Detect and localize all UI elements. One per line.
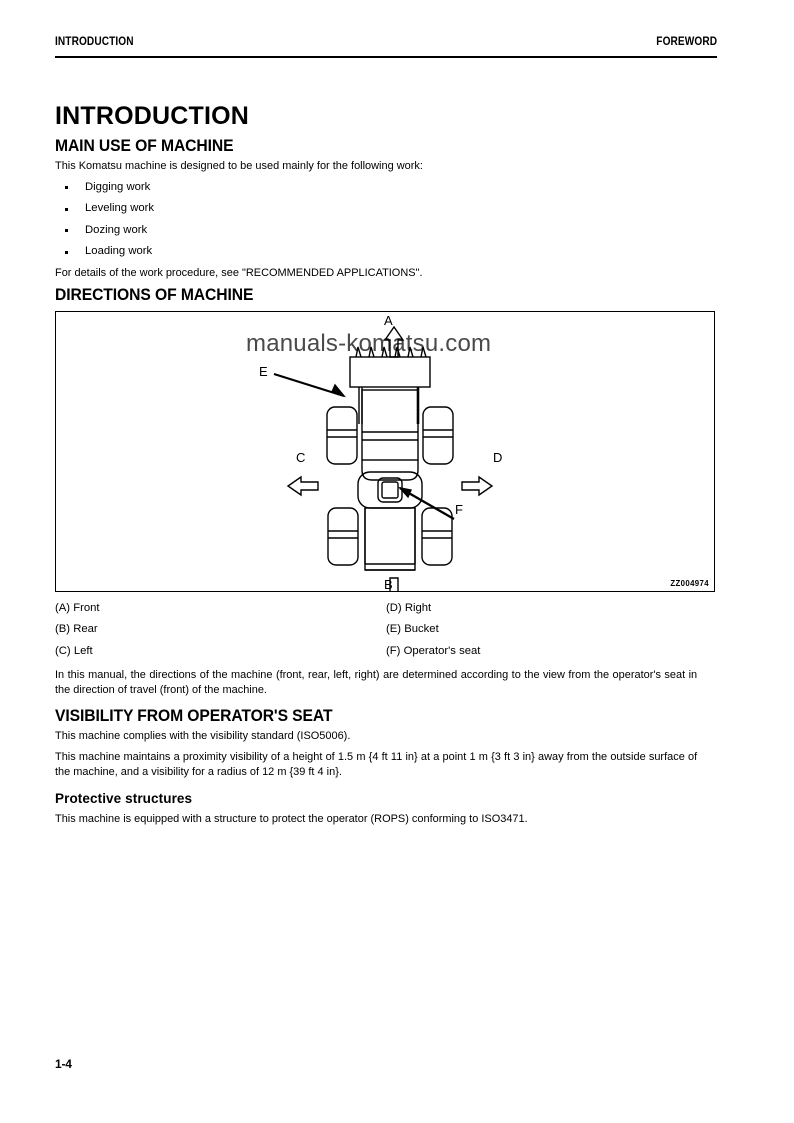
running-header-left: INTRODUCTION xyxy=(55,36,134,48)
section-heading-main-use: MAIN USE OF MACHINE xyxy=(55,137,234,156)
list-item-label: Leveling work xyxy=(85,202,155,215)
callout-label-c: C xyxy=(296,449,306,465)
bullet-square-icon xyxy=(65,208,68,211)
watermark-text: manuals-komatsu.com xyxy=(246,329,492,357)
page-title: INTRODUCTION xyxy=(55,102,250,130)
subsection-heading-protective-structures: Protective structures xyxy=(55,790,193,806)
list-item xyxy=(55,220,717,242)
list-item-label: Loading work xyxy=(85,245,153,258)
direction-legend xyxy=(55,598,717,663)
main-use-intro: This Komatsu machine is designed to be used mainly for the following work: xyxy=(55,160,423,173)
callout-label-a: A xyxy=(384,312,393,328)
main-use-bullet-list xyxy=(55,177,717,263)
list-item-label: Dozing work xyxy=(85,223,148,236)
callout-label-e: E xyxy=(259,363,268,379)
page-number: 1-4 xyxy=(55,1057,72,1071)
list-item xyxy=(55,241,717,263)
visibility-paragraph-2: This machine maintains a proximity visibility of a height of 1.5 m {4 ft 11 in} at a point 1 m {3 ft 3 in} away from the outside surface of the machine, and a visibility for a radius of 12 m {39 ft 4 in}. xyxy=(55,751,698,778)
directions-note: In this manual, the directions of the machine (front, rear, left, right) are determined according to the view from the operator's seat in the direction of travel (front) of the machine. xyxy=(55,669,698,696)
legend-cell-left: (B) Rear xyxy=(55,623,98,636)
protective-structures-paragraph: This machine is equipped with a structure to protect the operator (ROPS) conforming to ISO3471. xyxy=(55,812,528,825)
legend-cell-left: (C) Left xyxy=(55,644,93,657)
running-header-right: FOREWORD xyxy=(656,36,717,48)
legend-cell-right: (D) Right xyxy=(386,601,432,614)
legend-cell-right: (F) Operator's seat xyxy=(386,644,481,657)
callout-label-b: B xyxy=(384,576,393,592)
bullet-square-icon xyxy=(65,186,68,189)
machine-directions-figure xyxy=(55,311,715,592)
visibility-paragraph-1: This machine complies with the visibility standard (ISO5006). xyxy=(55,729,351,742)
bullet-square-icon xyxy=(65,251,68,254)
callout-label-d: D xyxy=(493,449,503,465)
list-item xyxy=(55,198,717,220)
section-heading-visibility: VISIBILITY FROM OPERATOR'S SEAT xyxy=(55,706,333,725)
main-use-closing: For details of the work procedure, see "RECOMMENDED APPLICATIONS". xyxy=(55,266,423,279)
legend-cell-right: (E) Bucket xyxy=(386,623,439,636)
legend-row xyxy=(55,619,717,641)
figure-id-label: ZZ004974 xyxy=(670,577,709,588)
legend-cell-left: (A) Front xyxy=(55,601,100,614)
bullet-square-icon xyxy=(65,229,68,232)
running-header xyxy=(55,36,717,48)
legend-row xyxy=(55,641,717,663)
list-item-label: Digging work xyxy=(85,180,151,193)
list-item xyxy=(55,177,717,199)
section-heading-directions: DIRECTIONS OF MACHINE xyxy=(55,285,254,304)
legend-row xyxy=(55,598,717,620)
header-rule xyxy=(55,56,717,58)
wheel-loader-top-view-diagram xyxy=(56,312,715,592)
callout-label-f: F xyxy=(455,501,463,517)
page-content xyxy=(55,103,717,833)
